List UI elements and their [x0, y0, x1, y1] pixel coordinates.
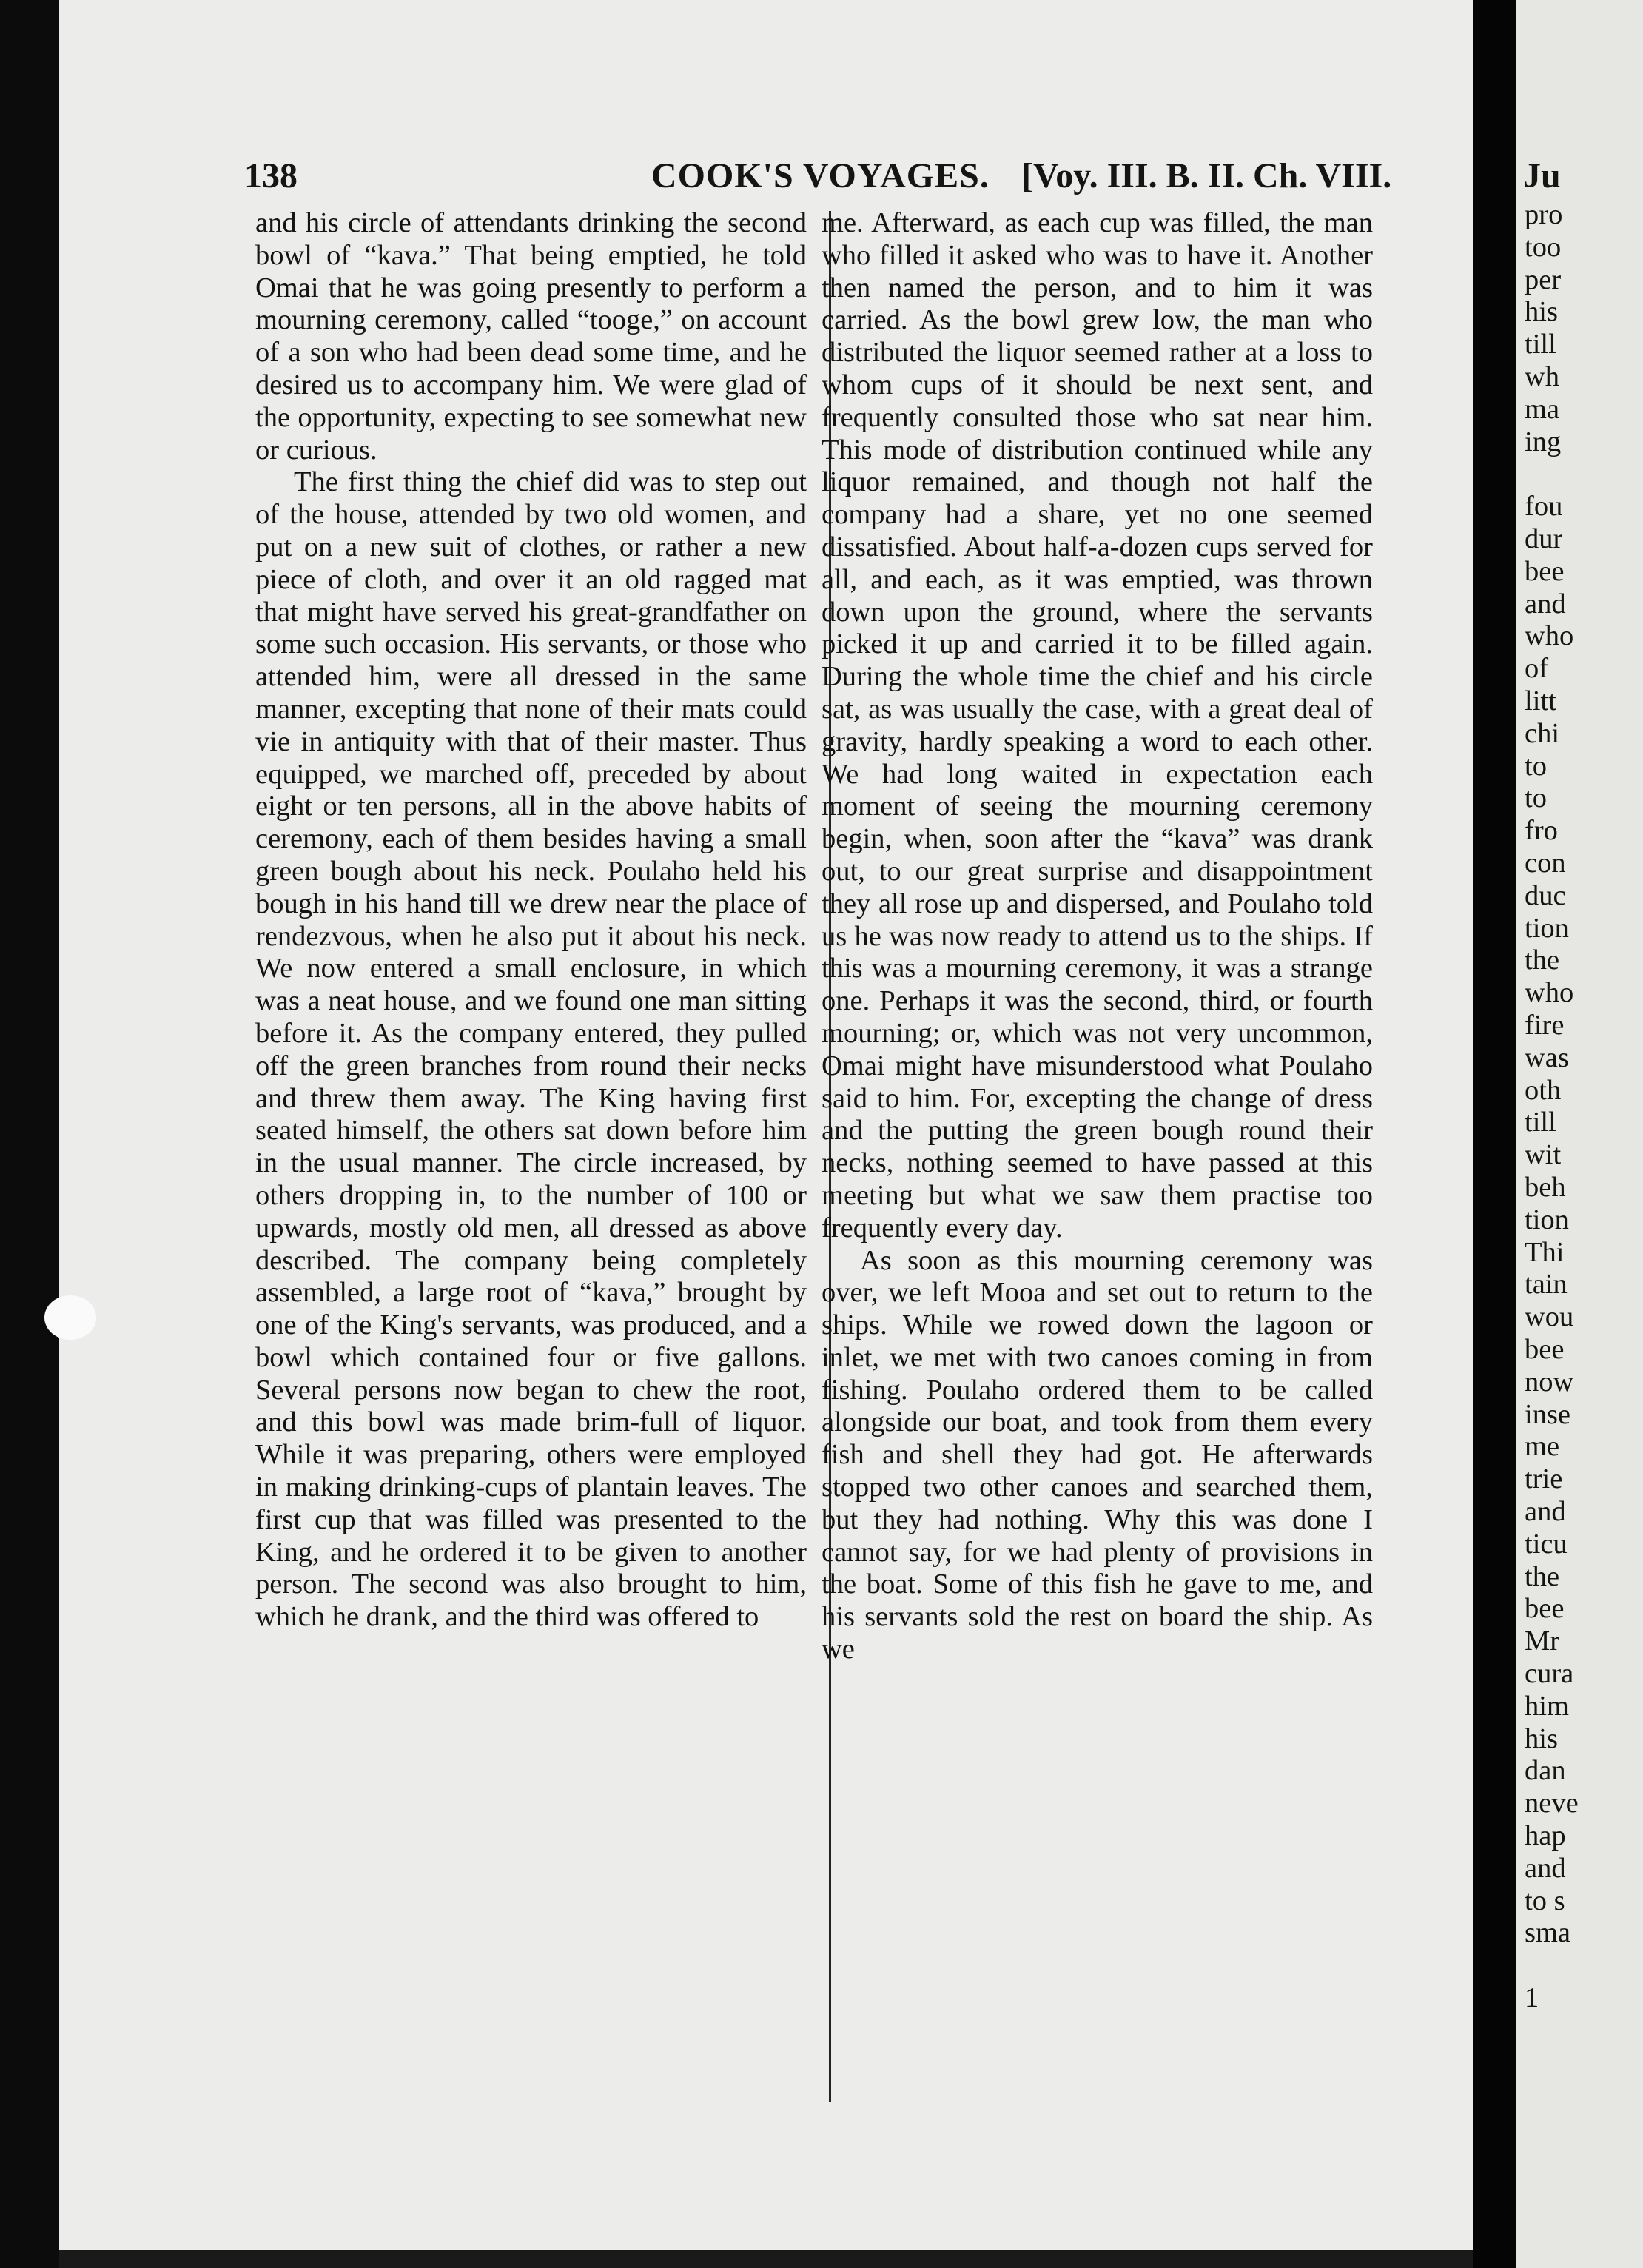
adjacent-page-line: tion	[1525, 1204, 1569, 1235]
adjacent-page-line: neve	[1525, 1788, 1579, 1819]
adjacent-page-line: him	[1525, 1690, 1569, 1722]
adjacent-page-line: ticu	[1525, 1528, 1568, 1560]
adjacent-page-line: bee	[1525, 555, 1565, 587]
adjacent-page-line: and	[1525, 1852, 1566, 1884]
paragraph: me. Afterward, as each cup was filled, the man who filled it asked who was to have it. Another then named the person, and to him it was carried. As the bowl grew low, the man who distributed the liquor seemed rather at a loss to whom cups of it should be next sent, and frequently consulted those who sat near him. This mode of distribution continued while any liquor remained, and though not half the company had a share, yet no one seemed dissatisfied. About half-a-dozen cups served for all, and each, as it was emptied, was thrown down upon the ground, where the servants picked it up and carried it to be filled again. During the whole time the chief and his circle sat, as was usually the case, with a great deal of gravity, hardly speaking a word to each other. We had long waited in expectation each moment of seeing the mourning ceremony begin, when, soon after the “kava” was drank out, to our great surprise and disappointment they all rose up and dispersed, and Poulaho told us he was now ready to attend us to the ships. If this was a mourning ceremony, it was a strange one. Perhaps it was the second, third, or fourth mourning; or, which was not very uncommon, Omai might have misunderstood what Poulaho said to him. For, excepting the change of dress and the putting the green bough round their necks, nothing seemed to have passed at this meeting but what we saw them practise too frequently every day.	[822, 207, 1373, 1244]
adjacent-page-line: till	[1525, 1107, 1556, 1138]
adjacent-page-line: ma	[1525, 393, 1560, 425]
adjacent-page-line: who	[1525, 620, 1574, 652]
scan-border-left	[0, 0, 59, 2268]
adjacent-page-line: too	[1525, 231, 1562, 263]
adjacent-page-line: beh	[1525, 1172, 1566, 1203]
adjacent-page-line: the	[1525, 1560, 1560, 1592]
left-text-column	[255, 207, 807, 2132]
adjacent-page-line: Thi	[1525, 1236, 1565, 1268]
paragraph: As soon as this mourning ceremony was over, we left Mooa and set out to return to the ships. While we rowed down the lagoon or inlet, we met with two canoes coming in from fishing. Poulaho ordered them to be called alongside our boat, and took from them every fish and shell they had got. He afterwards stopped two other canoes and searched them, but they had nothing. Why this was done I cannot say, for we had plenty of provisions in the boat. Some of this fish he gave to me, and his servants sold the rest on board the ship. As we	[822, 1244, 1373, 1665]
adjacent-page-line: chi	[1525, 717, 1560, 749]
running-header	[244, 155, 1392, 207]
adjacent-page-line: tion	[1525, 912, 1569, 944]
adjacent-page-line: his	[1525, 296, 1558, 328]
adjacent-page-line: con	[1525, 848, 1566, 879]
adjacent-page-line: his	[1525, 1722, 1558, 1754]
adjacent-page-line: sma	[1525, 1917, 1571, 1949]
adjacent-page-edge	[1516, 0, 1643, 2268]
page-number: 138	[244, 156, 298, 195]
adjacent-page-line: bee	[1525, 1334, 1565, 1365]
adjacent-page-line: fro	[1525, 815, 1558, 847]
adjacent-page-line: oth	[1525, 1074, 1562, 1106]
adjacent-page-line: hap	[1525, 1820, 1566, 1851]
adjacent-page-line: ing	[1525, 426, 1562, 457]
adjacent-page-line: and	[1525, 1496, 1566, 1527]
adjacent-page-line: litt	[1525, 685, 1556, 717]
adjacent-page-line: to	[1525, 750, 1547, 782]
adjacent-page-line: pro	[1525, 199, 1563, 230]
adjacent-page-line: tain	[1525, 1269, 1568, 1301]
adjacent-page-line: who	[1525, 977, 1574, 1009]
adjacent-page-line: bee	[1525, 1593, 1565, 1625]
adjacent-page-line: to s	[1525, 1885, 1565, 1916]
adjacent-page-line: me	[1525, 1431, 1560, 1463]
adjacent-page-header: Ju	[1523, 156, 1561, 195]
adjacent-page-line: of	[1525, 653, 1549, 685]
adjacent-page-line: to	[1525, 782, 1547, 814]
adjacent-page-line: dan	[1525, 1755, 1566, 1787]
paper-blemish	[44, 1295, 96, 1340]
adjacent-page-line: now	[1525, 1366, 1574, 1398]
section-reference: [Voy. III. B. II. Ch. VIII.	[1021, 156, 1392, 195]
adjacent-page-line: was	[1525, 1041, 1569, 1073]
adjacent-page-line: per	[1525, 264, 1562, 295]
paragraph: The first thing the chief did was to step out of the house, attended by two old women, and put on a new suit of clothes, or rather a new piece of cloth, and over it an old ragged mat that might have served his great-grandfather on some such occasion. His servants, or those who attended him, were all dressed in the same manner, excepting that none of their mats could vie in antiquity with that of their master. Thus equipped, we marched off, preceded by about eight or ten persons, all in the above habits of ceremony, each of them besides having a small green bough about his neck. Poulaho held his bough in his hand till we drew near the place of rendezvous, when he also put it about his neck. We now entered a small enclosure, in which was a neat house, and we found one man sitting before it. As the company entered, they pulled off the green branches from round their necks and threw them away. The King having first seated himself, the others sat down before him in the usual manner. The circle increased, by others dropping in, to the number of 100 or upwards, mostly old men, all dressed as above described. The company being completely assembled, a large root of “kava,” brought by one of the King's servants, was produced, and a bowl which contained four or five gallons. Several persons now began to chew the root, and this bowl was made brim-full of liquor. While it was preparing, others were employed in making drinking-cups of plantain leaves. The first cup that was filled was presented to the King, and he ordered it to be given to another person. The second was also brought to him, which he drank, and the third was offered to	[255, 466, 807, 1633]
adjacent-page-line: cura	[1525, 1658, 1574, 1689]
adjacent-page-line: wou	[1525, 1301, 1574, 1333]
adjacent-page-line: duc	[1525, 879, 1566, 911]
adjacent-page-line: trie	[1525, 1463, 1563, 1495]
adjacent-page-line: Mr	[1525, 1625, 1560, 1657]
adjacent-page-line: and	[1525, 588, 1566, 620]
adjacent-page-line: fire	[1525, 1010, 1565, 1041]
adjacent-page-line: 1	[1525, 1982, 1539, 2013]
adjacent-page-line: wit	[1525, 1139, 1562, 1171]
adjacent-page-line: fou	[1525, 491, 1563, 523]
book-gutter	[1473, 0, 1516, 2268]
adjacent-page-line: till	[1525, 329, 1556, 360]
adjacent-page-line: wh	[1525, 361, 1560, 392]
running-title: COOK'S VOYAGES.	[651, 156, 990, 195]
right-text-column	[822, 207, 1373, 2132]
adjacent-page-line: the	[1525, 945, 1560, 976]
adjacent-page-line: dur	[1525, 523, 1563, 554]
adjacent-page-line: inse	[1525, 1398, 1571, 1430]
paragraph: and his circle of attendants drinking the second bowl of “kava.” That being emptied, he told Omai that he was going presently to perform a mourning ceremony, called “tooge,” on account of a son who had been dead some time, and he desired us to accompany him. We were glad of the opportunity, expecting to see somewhat new or curious.	[255, 207, 807, 466]
